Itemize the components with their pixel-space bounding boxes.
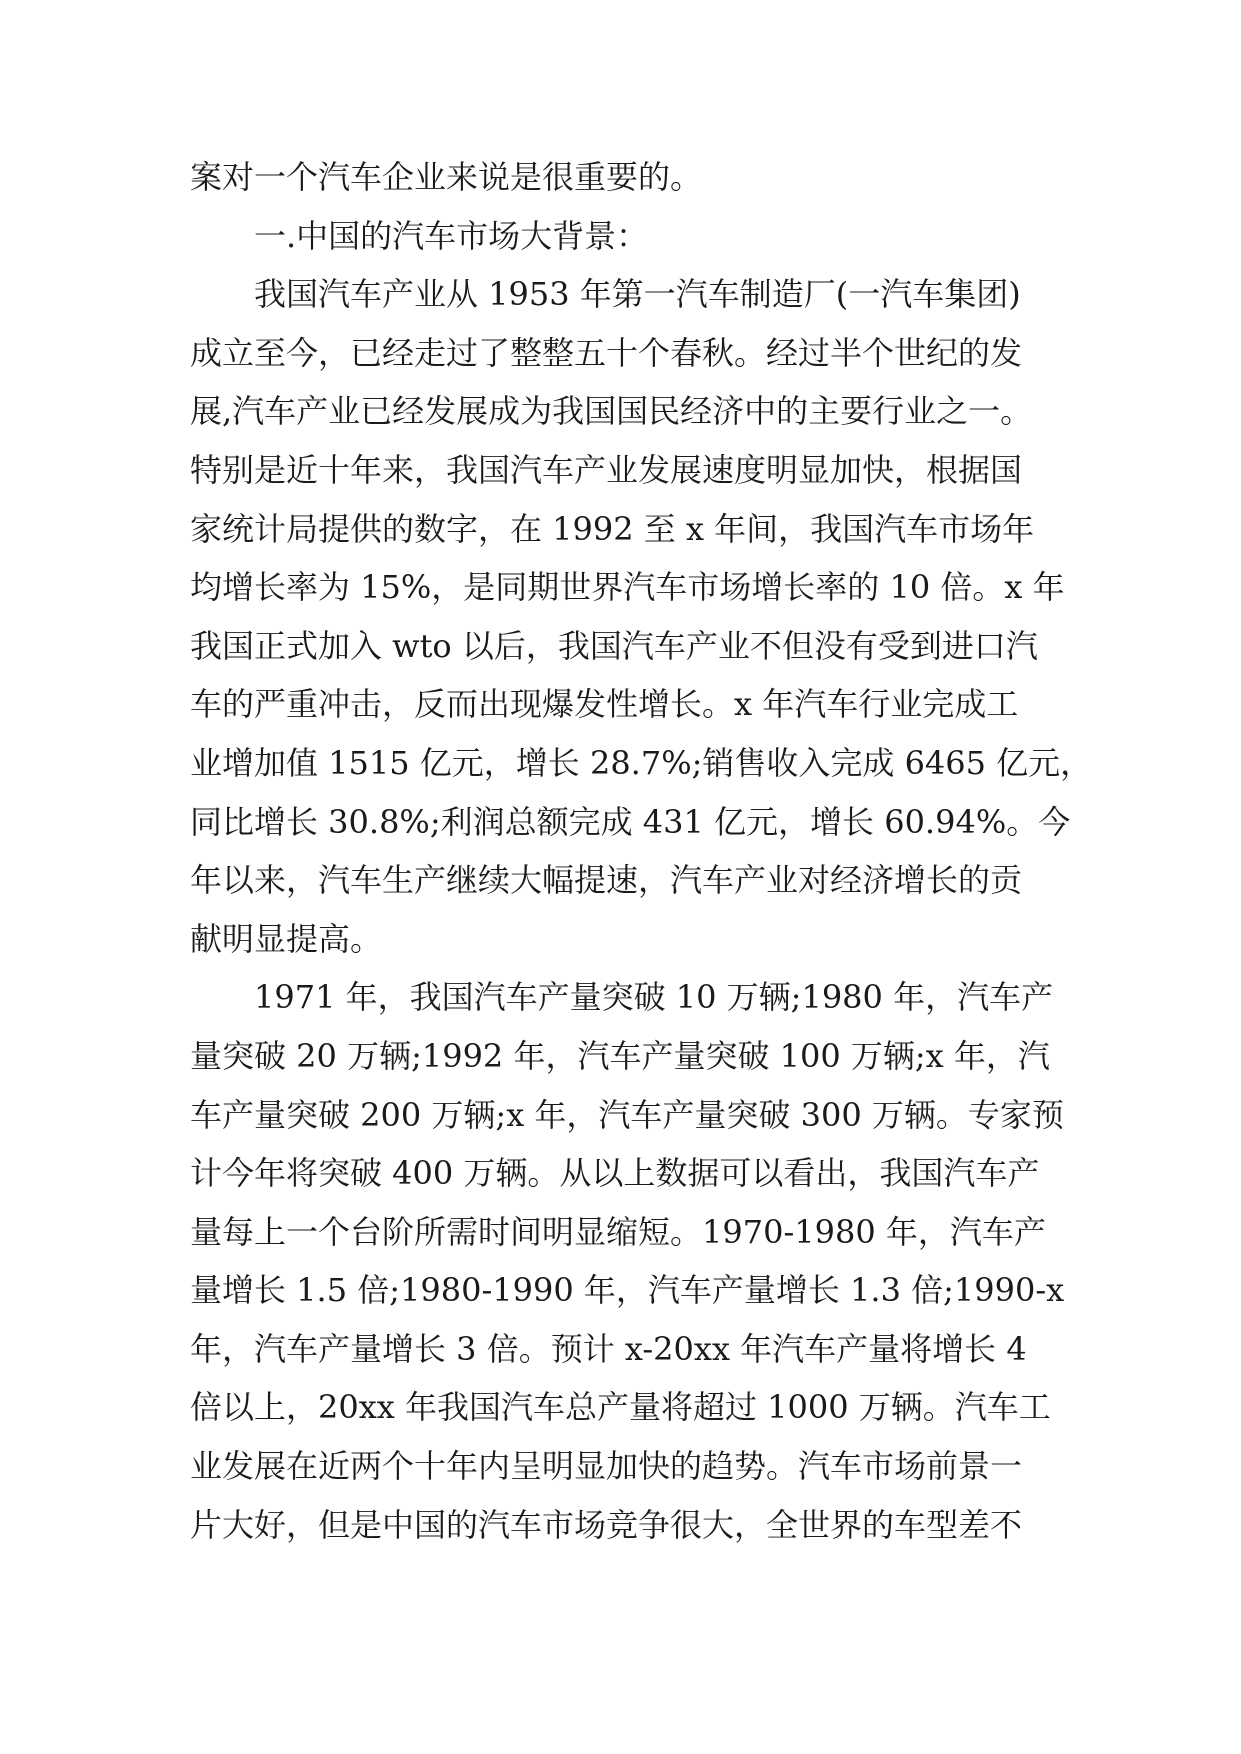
document-line: 成立至今，已经走过了整整五十个春秋。经过半个世纪的发 <box>190 333 1023 372</box>
document-body <box>190 148 1093 1554</box>
document-line: 年以来，汽车生产继续大幅提速，汽车产业对经济增长的贡 <box>190 861 1023 900</box>
document-line: 献明显提高。 <box>190 919 383 958</box>
document-line: 一.中国的汽车市场大背景： <box>254 216 649 255</box>
document-line: 特别是近十年来，我国汽车产业发展速度明显加快，根据国 <box>190 450 1023 489</box>
document-line: 片大好，但是中国的汽车市场竞争很大，全世界的车型差不 <box>190 1505 1023 1544</box>
document-line: 车的严重冲击，反而出现爆发性增长。x 年汽车行业完成工 <box>190 685 1019 724</box>
document-line: 量增长 1.5 倍;1980-1990 年，汽车产量增长 1.3 倍;1990-x <box>190 1271 1065 1310</box>
document-line: 年，汽车产量增长 3 倍。预计 x-20xx 年汽车产量将增长 4 <box>190 1329 1027 1368</box>
document-line: 量突破 20 万辆;1992 年，汽车产量突破 100 万辆;x 年，汽 <box>190 1036 1050 1075</box>
document-line: 车产量突破 200 万辆;x 年，汽车产量突破 300 万辆。专家预 <box>190 1095 1064 1134</box>
document-line: 业增加值 1515 亿元，增长 28.7%;销售收入完成 6465 亿元， <box>190 743 1093 782</box>
document-line: 家统计局提供的数字，在 1992 至 x 年间，我国汽车市场年 <box>190 509 1035 548</box>
document-line: 1971 年，我国汽车产量突破 10 万辆;1980 年，汽车产 <box>254 978 1054 1017</box>
document-line: 展,汽车产业已经发展成为我国国民经济中的主要行业之一。 <box>190 392 1033 431</box>
document-line: 同比增长 30.8%;利润总额完成 431 亿元，增长 60.94%。今 <box>190 802 1071 841</box>
document-line: 计今年将突破 400 万辆。从以上数据可以看出，我国汽车产 <box>190 1154 1040 1193</box>
document-line: 业发展在近两个十年内呈明显加快的趋势。汽车市场前景一 <box>190 1447 1023 1486</box>
document-line: 量每上一个台阶所需时间明显缩短。1970-1980 年，汽车产 <box>190 1212 1046 1251</box>
document-line: 均增长率为 15%，是同期世界汽车市场增长率的 10 倍。x 年 <box>190 568 1065 607</box>
document-line: 我国汽车产业从 1953 年第一汽车制造厂(一汽车集团) <box>254 275 1021 314</box>
document-line: 案对一个汽车企业来说是很重要的。 <box>190 158 703 196</box>
document-line: 倍以上，20xx 年我国汽车总产量将超过 1000 万辆。汽车工 <box>190 1388 1051 1427</box>
document-line: 我国正式加入 wto 以后，我国汽车产业不但没有受到进口汽 <box>190 626 1038 665</box>
